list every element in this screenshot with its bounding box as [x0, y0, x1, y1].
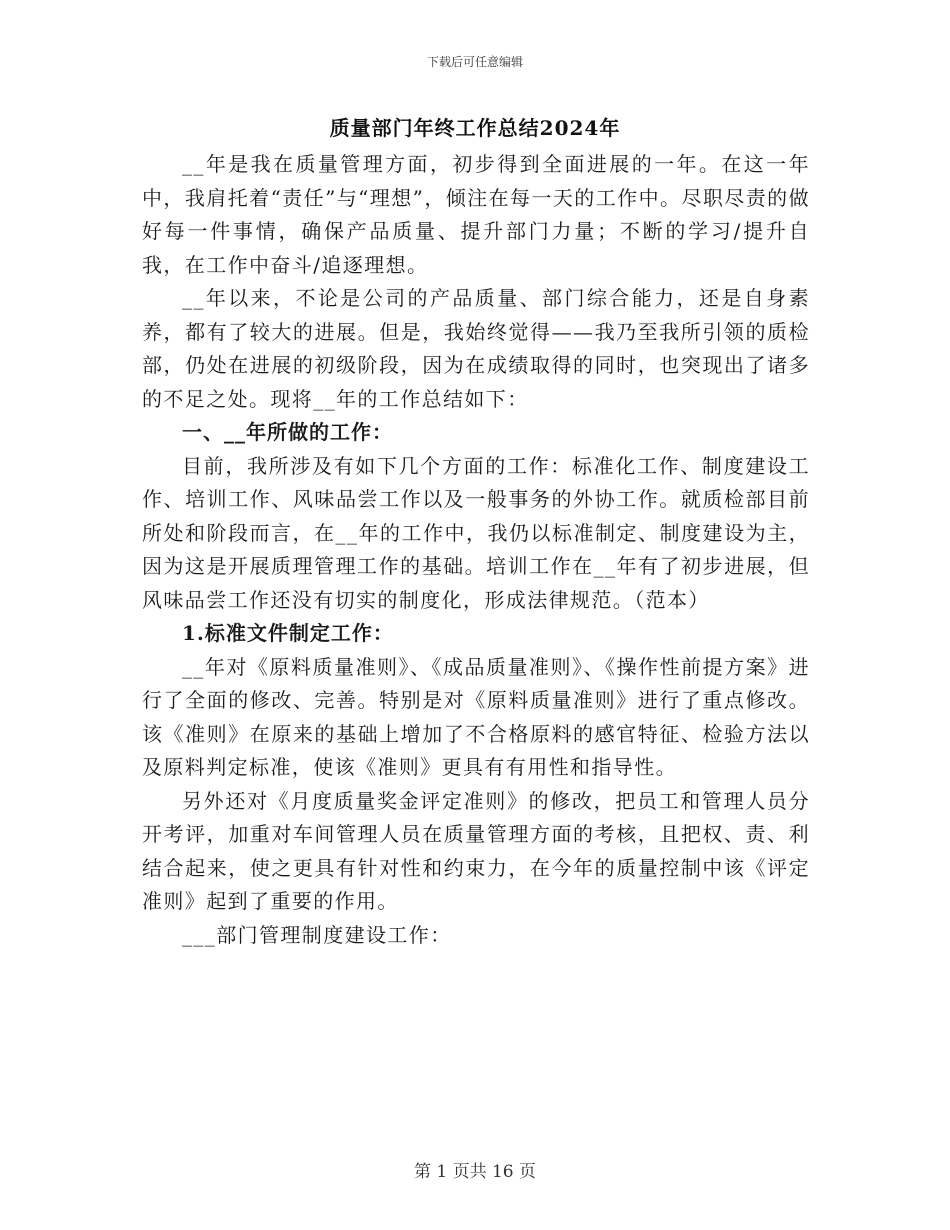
paragraph-progress: __年以来，不论是公司的产品质量、部门综合能力，还是自身素养，都有了较大的进展。但是，我始终觉得——我乃至我所引领的质检部，仍处在进展的初级阶段，因为在成绩取得的同时，也突现出了诸多的不足之处。现将__年的工作总结如下：	[142, 286, 810, 411]
section-heading-work-done: 一、__年所做的工作：	[182, 420, 393, 444]
document-title: 质量部门年终工作总结2024年	[329, 116, 621, 140]
paragraph-standards: __年对《原料质量准则》、《成品质量准则》、《操作性前提方案》进行了全面的修改、完善。特别是对《原料质量准则》进行了重点修改。该《准则》在原来的基础上增加了不合格原料的感官特征、检验方法以及原料判定标准，使该《准则》更具有有用性和指导性。	[142, 654, 810, 779]
page-number: 第 1 页共 16 页	[413, 1162, 537, 1182]
header-note: 下载后可任意编辑	[426, 55, 523, 69]
document-body	[142, 148, 810, 952]
subsection-heading-standards: 1.标准文件制定工作：	[182, 621, 394, 645]
paragraph-intro: __年是我在质量管理方面，初步得到全面进展的一年。在这一年中，我肩托着“责任”与“理想”，倾注在每一天的工作中。尽职尽责的做好每一件事情，确保产品质量、提升部门力量；不断的学习/提升自我，在工作中奋斗/追逐理想。	[142, 152, 810, 277]
paragraph-work-areas: 目前，我所涉及有如下几个方面的工作：标准化工作、制度建设工作、培训工作、风味品尝工作以及一般事务的外协工作。就质检部目前所处和阶段而言，在__年的工作中，我仍以标准制定、制度建设为主，因为这是开展质理管理工作的基础。培训工作在__年有了初步进展，但风味品尝工作还没有切实的制度化，形成法律规范。（范本）	[142, 453, 810, 612]
paragraph-bonus-rules: 另外还对《月度质量奖金评定准则》的修改，把员工和管理人员分开考评，加重对车间管理人员在质量管理方面的考核，且把权、责、利结合起来，使之更具有针对性和约束力，在今年的质量控制中该《评定准则》起到了重要的作用。	[142, 788, 810, 913]
paragraph-management-system: ___部门管理制度建设工作：	[182, 922, 452, 947]
